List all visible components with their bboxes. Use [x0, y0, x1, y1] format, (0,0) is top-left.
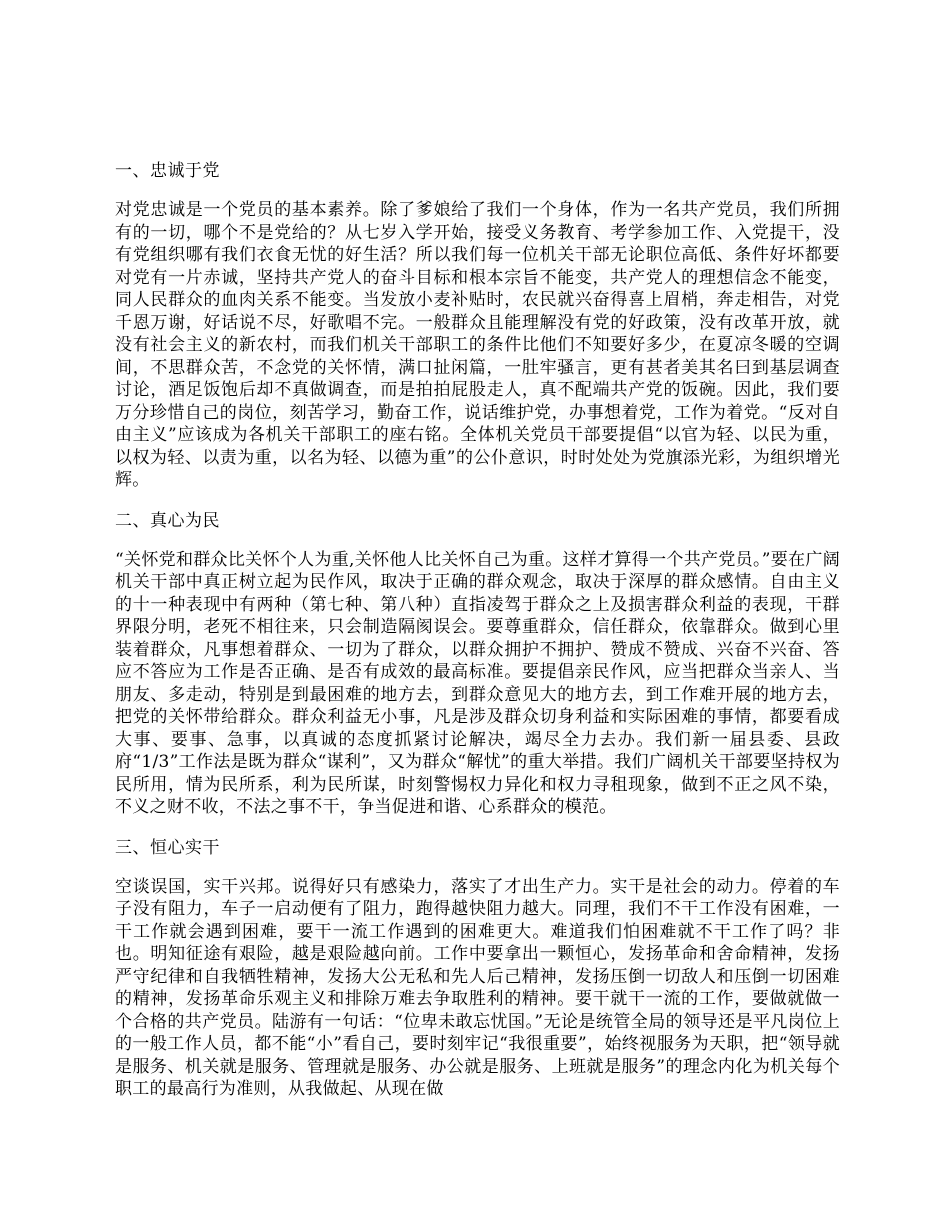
- section-heading: 二、真心为民: [115, 510, 220, 531]
- section-heading: 一、忠诚于党: [115, 161, 220, 181]
- section-paragraph: “关怀党和群众比关怀个人为重,关怀他人比关怀自己为重。这样才算得一个共产党员。”要在广阔机关干部中真正树立起为民作风，取决于正确的群众观念，取决于深厚的群众感情。自由主义的十一种表现中有两种（第七种、第八种）直指凌驾于群众之上及损害群众利益的表现，干群界限分明，老死不相往来，只会制造隔阂误会。要尊重群众，信任群众，依靠群众。做到心里装着群众，凡事想着群众、一切为了群众，以群众拥护不拥护、赞成不赞成、兴奋不兴奋、答应不答应为工作是否正确、是否有成效的最高标准。要提倡亲民作风，应当把群众当亲人、当朋友、多走动，特别是到最困难的地方去，到群众意见大的地方去，到工作难开展的地方去，把党的关怀带给群众。群众利益无小事，凡是涉及群众切身利益和实际困难的事情，都要看成大事、要事、急事，以真诚的态度抓紧讨论解决，竭尽全力去办。我们新一届县委、县政府“1/3”工作法是既为群众“谋利”，又为群众“解忧”的重大举措。我们广阔机关干部要坚持权为民所用，情为民所系，利为民所谋，时刻警惕权力异化和权力寻租现象，做到不正之风不染，不义之财不收，不法之事不干，争当促进和谐、心系群众的模范。: [115, 549, 840, 817]
- section-paragraph: 空谈误国，实干兴邦。说得好只有感染力，落实了才出生产力。实干是社会的动力。停着的车子没有阻力，车子一启动便有了阻力，跑得越快阻力越大。同理，我们不干工作没有困难，一干工作就会遇到困难，要干一流工作遇到的困难更大。难道我们怕困难就不干工作了吗？非也。明知征途有艰险，越是艰险越向前。工作中要拿出一颗恒心，发扬革命和舍命精神，发扬严守纪律和自我牺牲精神，发扬大公无私和先人后己精神，发扬压倒一切敌人和压倒一切困难的精神，发扬革命乐观主义和排除万难去争取胜利的精神。要干就干一流的工作，要做就做一个合格的共产党员。陆游有一句话：“位卑未敢忘忧国。”无论是统管全局的领导还是平凡岗位上的一般工作人员，都不能“小”看自己，要时刻牢记“我很重要”，始终视服务为天职，把“领导就是服务、机关就是服务、管理就是服务、办公就是服务、上班就是服务”的理念内化为机关每个职工的最高行为准则，从我做起、从现在做: [115, 876, 840, 1099]
- section-heading: 三、恒心实干: [115, 837, 220, 858]
- section-paragraph: 对党忠诚是一个党员的基本素养。除了爹娘给了我们一个身体，作为一名共产党员，我们所拥有的一切，哪个不是党给的？从七岁入学开始，接受义务教育、考学参加工作、入党提干，没有党组织哪有我们衣食无忧的好生活？所以我们每一位机关干部无论职位高低、条件好坏都要对党有一片赤诚，坚持共产党人的奋斗目标和根本宗旨不能变，共产党人的理想信念不能变，同人民群众的血肉关系不能变。当发放小麦补贴时，农民就兴奋得喜上眉梢，奔走相告，对党千恩万谢，好话说不尽，好歌唱不完。一般群众且能理解没有党的好政策，没有改革开放，就没有社会主义的新农村，而我们机关干部职工的条件比他们不知要好多少，在夏凉冬暖的空调间，不思群众苦，不念党的关怀情，满口扯闲篇，一肚牢骚言，更有甚者美其名曰到基层调查讨论，酒足饭饱后却不真做调查，而是拍拍屁股走人，真不配端共产党的饭碗。因此，我们要万分珍惜自己的岗位，刻苦学习，勤奋工作，说话维护党，办事想着党，工作为着党。“反对自由主义”应该成为各机关干部职工的座右铭。全体机关党员干部要提倡“以官为轻、以民为重，以权为轻、以责为重，以名为轻、以德为重”的公仆意识，时时处处为党旗添光彩，为组织增光辉。: [115, 200, 840, 490]
- document-page: [115, 160, 840, 1119]
